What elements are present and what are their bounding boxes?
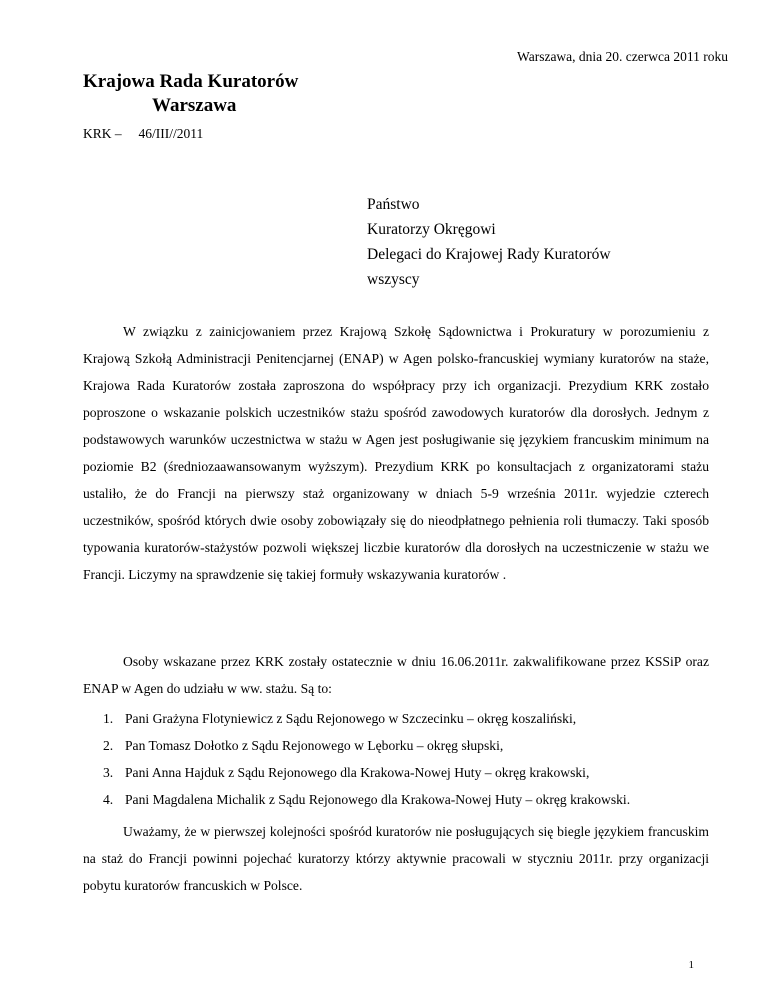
body-paragraph-3: Uważamy, że w pierwszej kolejności spośród kuratorów nie posługujących się biegle językiem francuskim na staż do Francji powinni pojechać kuratorzy którzy aktywnie pracowali w styczniu 2011r. przy organizacji pobytu kuratorów francuskich w Polsce. [83, 824, 709, 893]
list-item-text: Pani Grażyna Flotyniewicz z Sądu Rejonowego w Szczecinku – okręg koszaliński, [125, 711, 577, 726]
body-paragraph-1: W związku z zainicjowaniem przez Krajową Szkołę Sądownictwa i Prokuratury w porozumieniu z Krajową Szkołą Administracji Penitencjarnej (ENAP) w Agen polsko-francuskiej wymiany kuratorów na staże, Krajowa Rada Kuratorów została zaproszona do współpracy przy ich organizacji. Prezydium KRK zostało poproszone o wskazanie polskich uczestników stażu spośród zawodowych kuratorów dla dorosłych. Jednym z podstawowych warunków uczestnictwa w stażu w Agen jest posługiwanie się językiem francuskim minimum na poziomie B2 (średniozaawansowanym wyższym). Prezydium KRK po konsultacjach z organizatorami stażu ustaliło, że do Francji na pierwszy staż organizowany w dniach 5-9 września 2011r. wyjedzie czterech uczestników, spośród których dwie osoby zobowiązały się do nieodpłatnego pełnienia roli tłumaczy. Taki sposób typowania kuratorów-stażystów pozwoli większej liczbie kuratorów dla dorosłych na uczestniczenie w stażu we Francji. Liczymy na sprawdzenie się takiej formuły wskazywania kuratorów . [83, 324, 709, 582]
list-item-number: 3. [103, 765, 114, 780]
list-item-number: 4. [103, 792, 114, 807]
reference-number: KRK – 46/III//2011 [83, 126, 204, 141]
addressee-line: Delegaci do Krajowej Rady Kuratorów [367, 246, 611, 263]
participants-list [103, 705, 723, 813]
list-item-number: 2. [103, 738, 114, 753]
list-item-text: Pan Tomasz Dołotko z Sądu Rejonowego w Lęborku – okręg słupski, [125, 738, 504, 753]
list-item [103, 759, 723, 786]
organization-name-line1: Krajowa Rada Kuratorów [83, 71, 299, 92]
addressee-line: Państwo [367, 196, 420, 213]
organization-city: Warszawa [152, 95, 237, 116]
list-item [103, 732, 723, 759]
list-item-text: Pani Anna Hajduk z Sądu Rejonowego dla Krakowa-Nowej Huty – okręg krakowski, [125, 765, 590, 780]
addressee-line: wszyscy [367, 271, 420, 288]
letter-date: Warszawa, dnia 20. czerwca 2011 roku [517, 49, 728, 64]
body-paragraph-2: Osoby wskazane przez KRK zostały ostatecznie w dniu 16.06.2011r. zakwalifikowane przez KSSiP oraz ENAP w Agen do udziału w ww. stażu. Są to: [83, 654, 709, 696]
addressee-line: Kuratorzy Okręgowi [367, 221, 496, 238]
list-item [103, 705, 723, 732]
addressee-block [367, 192, 611, 292]
list-item-text: Pani Magdalena Michalik z Sądu Rejonowego dla Krakowa-Nowej Huty – okręg krakowski. [125, 792, 631, 807]
page-number: 1 [688, 959, 694, 971]
organization-name [83, 70, 343, 118]
list-item-number: 1. [103, 711, 114, 726]
list-item [103, 786, 723, 813]
